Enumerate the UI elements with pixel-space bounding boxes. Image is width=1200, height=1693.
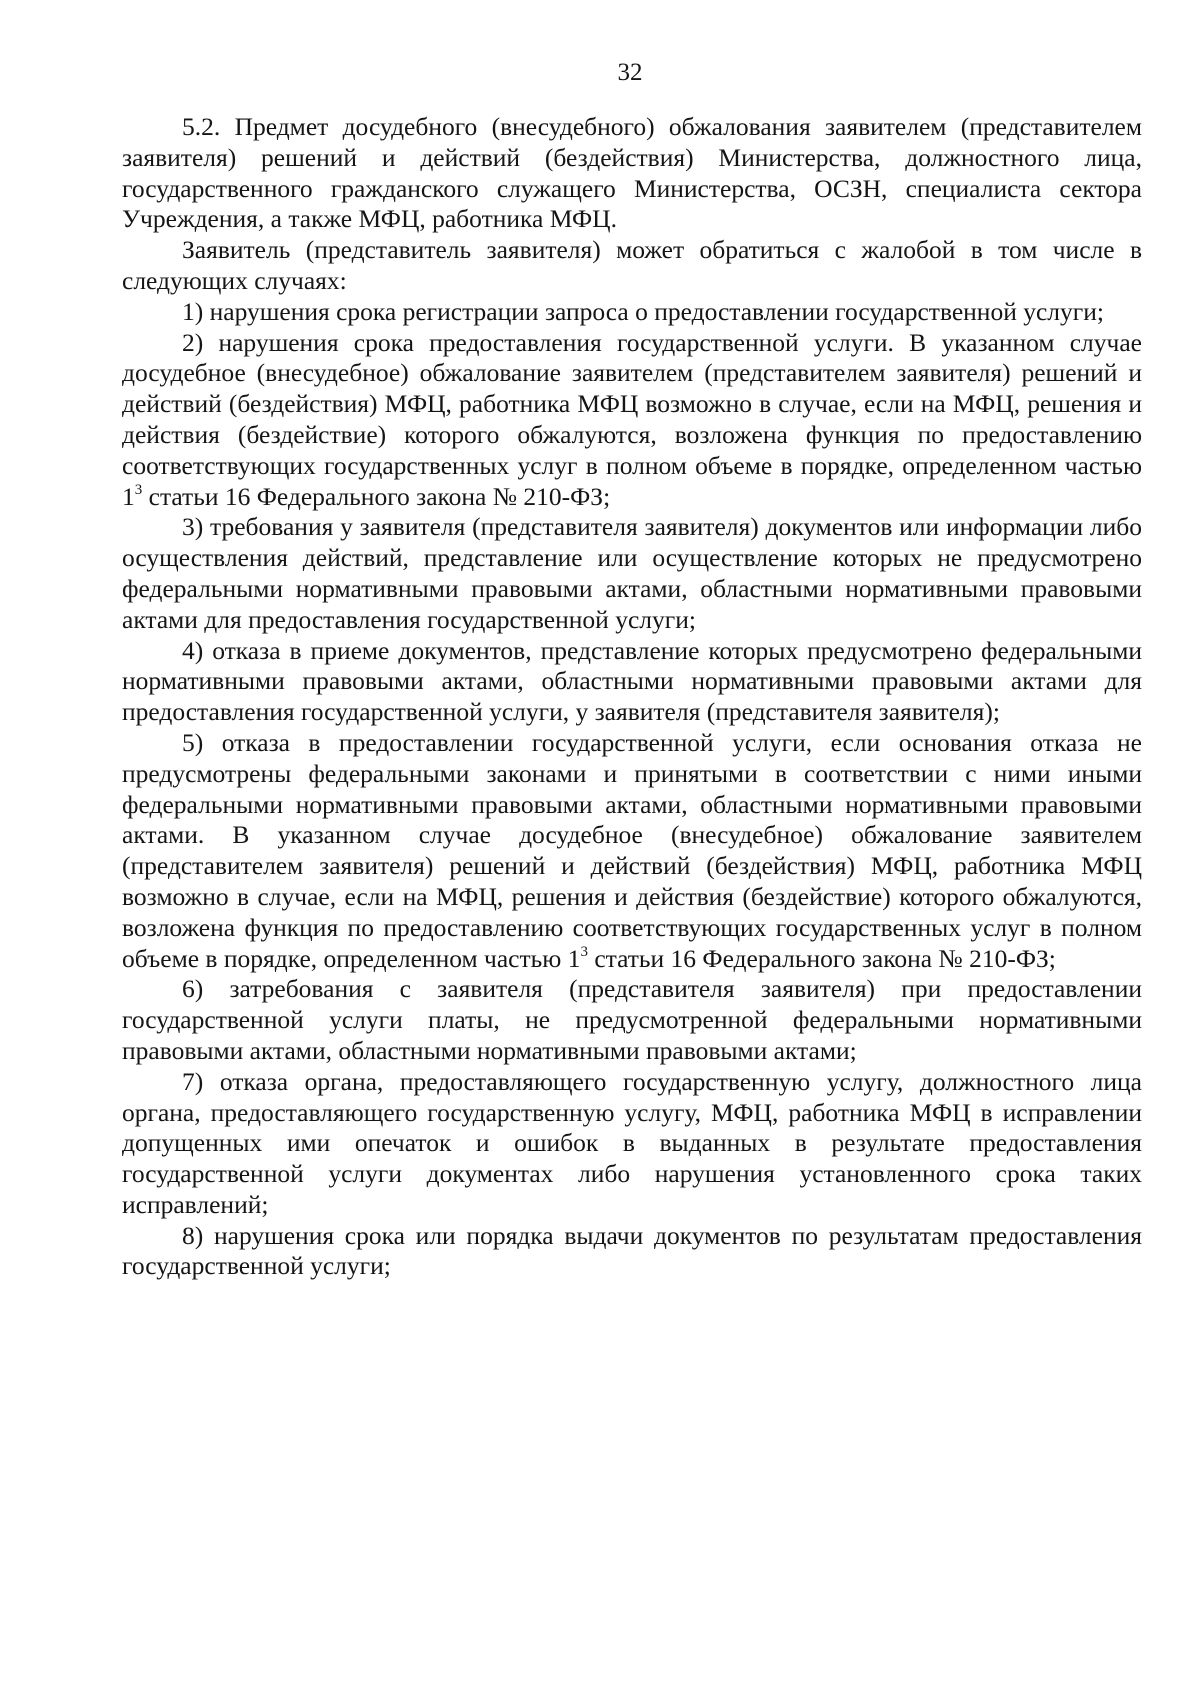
case-7-paragraph: 7) отказа органа, предоставляющего государственную услугу, должностного лица органа, предоставляющего государственную услугу, МФЦ, работника МФЦ в исправлении допущенных ими опечаток и ошибок в выданных в результате предоставления государственной услуги документах либо нарушения установленного срока таких исправлений; [122,1066,1142,1219]
superscript-3: 3 [580,943,588,960]
intro-paragraph: Заявитель (представитель заявителя) может обратиться с жалобой в том числе в следующих случаях: [122,235,1142,295]
case-4-paragraph: 4) отказа в приеме документов, представление которых предусмотрено федеральными нормативными правовыми актами, областными нормативными правовыми актами для предоставления государственной услуги, у заявителя (представителя заявителя); [122,635,1142,727]
section-number: 5.2. [182,112,221,141]
case-3-paragraph: 3) требования у заявителя (представителя заявителя) документов или информации либо осуществления действий, представление или осуществление которых не предусмотрено федеральными нормативными правовыми актами, областными нормативными правовыми актами для предоставления государственной услуги; [122,512,1142,634]
case-6-paragraph: 6) затребования с заявителя (представителя заявителя) при предоставлении государственной услуги платы, не предусмотренной федеральными нормативными правовыми актами, областными нормативными правовыми актами; [122,974,1142,1065]
case-8-paragraph: 8) нарушения срока или порядка выдачи документов по результатам предоставления государственной услуги; [122,1220,1142,1281]
section-heading-text: Предмет досудебного (внесудебного) обжалования заявителем (представителем заявителя) решений и действий (бездействия) Министерства, должностного лица, государственного гражданского служащего Министерства, ОСЗН, специалиста сектора Учреждения, а также МФЦ, работника МФЦ. [122,112,1142,234]
case-2-text: 2) нарушения срока предоставления государственной услуги. В указанном случае досудебное (внесудебное) обжалование заявителем (представителем заявителя) решений и действий (бездействия) МФЦ, работника МФЦ возможно в случае, если на МФЦ, решения и действия (бездействие) которого обжалуются, возложена функция по предоставлению соответствующих государственных услуг в полном объеме в порядке, определенном частью 1 [122,327,1142,511]
case-2-text-end: статьи 16 Федерального закона № 210-ФЗ; [142,481,611,511]
case-5-paragraph [122,728,1142,974]
superscript-3: 3 [134,481,143,498]
case-5-text-end: статьи 16 Федерального закона № 210-ФЗ; [587,943,1056,973]
case-5-text: 5) отказа в предоставлении государственной услуги, если основания отказа не предусмотрены федеральными законами и принятыми в соответствии с ними иными федеральными нормативными правовыми актами, областными нормативными правовыми актами. В указанном случае досудебное (внесудебное) обжалование заявителем (представителем заявителя) решений и действий (бездействия) МФЦ, работника МФЦ возможно в случае, если на МФЦ, решения и действия (бездействие) которого обжалуются, возложена функция по предоставлению соответствующих государственных услуг в полном объеме в порядке, определенном частью 1 [122,727,1142,973]
document-body [122,112,1142,1282]
case-2-paragraph [122,328,1142,513]
page-number: 32 [617,59,643,86]
section-5-2-paragraph [122,112,1142,235]
case-1-paragraph: 1) нарушения срока регистрации запроса о предоставлении государственной услуги; [182,296,1104,326]
